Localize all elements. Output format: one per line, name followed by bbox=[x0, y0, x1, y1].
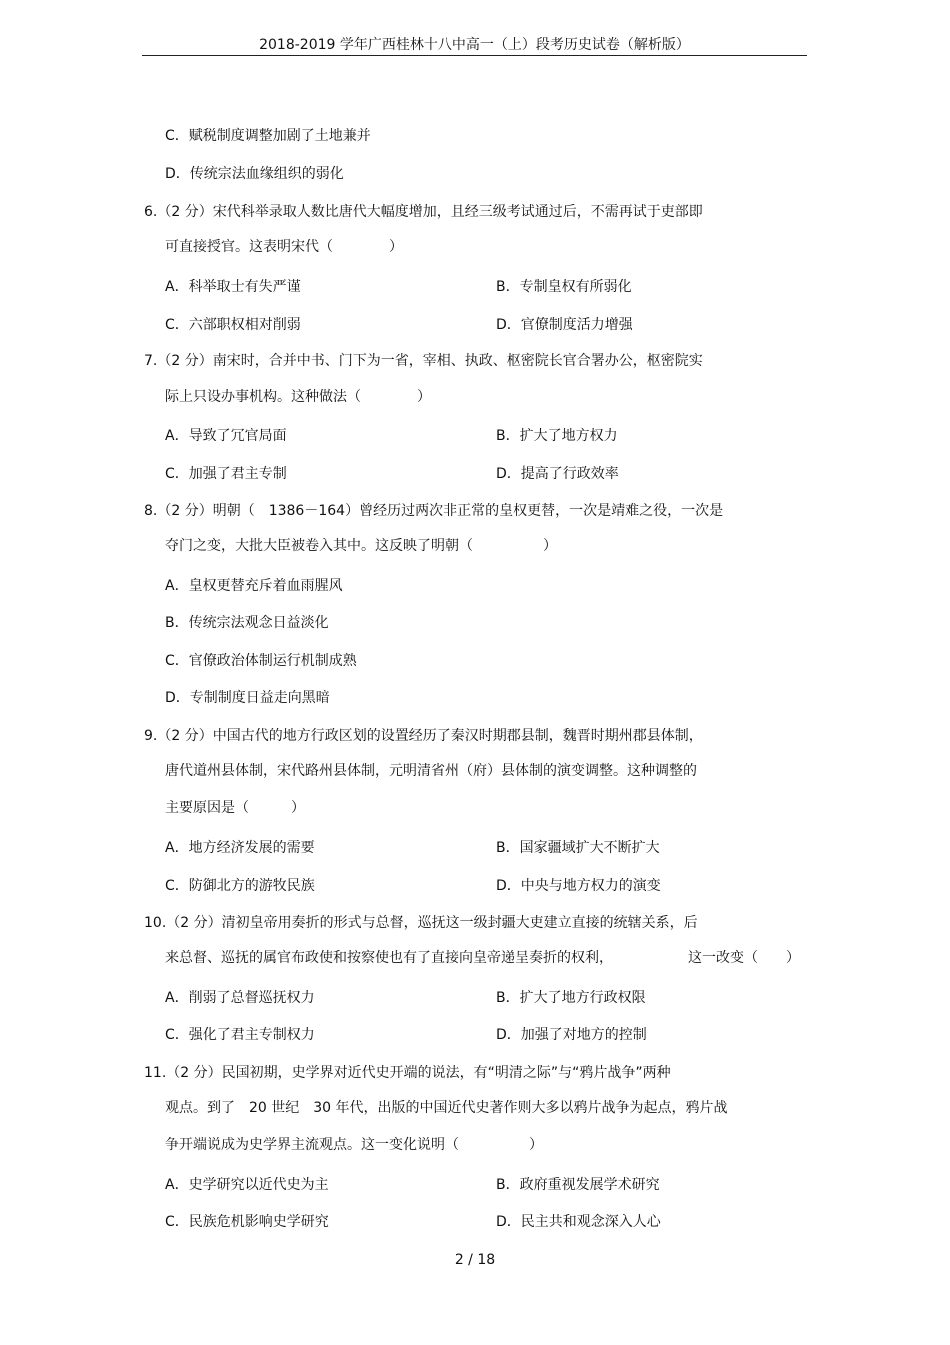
q10-stem-line2: 来总督、巡抚的属官布政使和按察使也有了直接向皇帝递呈奏折的权利， bbox=[165, 950, 613, 966]
q7-stem-line1: 7.（2 分）南宋时，合并中书、门下为一省，宰相、执政、枢密院长官合署办公，枢密院实 bbox=[144, 353, 703, 369]
q6-option-b: B．专制皇权有所弱化 bbox=[496, 279, 632, 295]
q9-stem-line2: 唐代道州县体制，宋代路州县体制，元明清省州（府）县体制的演变调整。这种调整的 bbox=[165, 763, 697, 779]
q9-stem-line1: 9.（2 分）中国古代的地方行政区划的设置经历了秦汉时期郡县制，魏晋时期州郡县体制， bbox=[144, 728, 703, 744]
q7-stem-line2: 际上只设办事机构。这种做法（ ） bbox=[165, 389, 431, 405]
q11-option-d: D．民主共和观念深入人心 bbox=[496, 1214, 661, 1230]
q8-option-c: C．官僚政治体制运行机制成熟 bbox=[165, 653, 357, 669]
q11-option-b: B．政府重视发展学术研究 bbox=[496, 1177, 660, 1193]
q7-option-b: B．扩大了地方权力 bbox=[496, 428, 618, 444]
q8-option-a: A．皇权更替充斥着血雨腥风 bbox=[165, 578, 343, 594]
q6-option-d: D．官僚制度活力增强 bbox=[496, 317, 633, 333]
q7-option-a: A．导致了冗官局面 bbox=[165, 428, 287, 444]
q10-stem-line2-tail: 这一改变（ ） bbox=[688, 950, 800, 966]
q8-stem-line2: 夺门之变，大批大臣被卷入其中。这反映了明朝（ ） bbox=[165, 538, 557, 554]
q6-option-c: C．六部职权相对削弱 bbox=[165, 317, 301, 333]
q10-option-b: B．扩大了地方行政权限 bbox=[496, 990, 646, 1006]
q10-stem-line1: 10.（2 分）清初皇帝用奏折的形式与总督，巡抚这一级封疆大吏建立直接的统辖关系，后 bbox=[144, 915, 698, 931]
q9-option-a: A．地方经济发展的需要 bbox=[165, 840, 315, 856]
page-number: 2 / 18 bbox=[454, 1252, 496, 1268]
q9-option-c: C．防御北方的游牧民族 bbox=[165, 878, 315, 894]
q6-stem-line1: 6.（2 分）宋代科举录取人数比唐代大幅度增加，且经三级考试通过后，不需再试于吏部即 bbox=[144, 204, 703, 220]
q9-option-b: B．国家疆域扩大不断扩大 bbox=[496, 840, 660, 856]
q11-option-a: A．史学研究以近代史为主 bbox=[165, 1177, 329, 1193]
q7-option-c: C．加强了君主专制 bbox=[165, 466, 287, 482]
q11-stem-line1: 11.（2 分）民国初期，史学界对近代史开端的说法，有“明清之际”与“鸦片战争”两种 bbox=[144, 1065, 671, 1081]
q8-option-d: D．专制制度日益走向黑暗 bbox=[165, 690, 330, 706]
q9-option-d: D．中央与地方权力的演变 bbox=[496, 878, 661, 894]
q10-option-a: A．削弱了总督巡抚权力 bbox=[165, 990, 315, 1006]
q6-option-a: A．科举取士有失严谨 bbox=[165, 279, 301, 295]
q7-option-d: D．提高了行政效率 bbox=[496, 466, 619, 482]
q5-option-c: C．赋税制度调整加剧了土地兼并 bbox=[165, 128, 371, 144]
q11-stem-line2: 观点。到了 20 世纪 30 年代，出版的中国近代史著作则大多以鸦片战争为起点，鸦片战 bbox=[165, 1100, 728, 1116]
q8-option-b: B．传统宗法观念日益淡化 bbox=[165, 615, 329, 631]
document-header: 2018-2019 学年广西桂林十八中高一（上）段考历史试卷（解析版） bbox=[259, 37, 690, 53]
q8-stem-line1: 8.（2 分）明朝（ 1386－164）曾经历过两次非正常的皇权更替，一次是靖难之役，一次是 bbox=[144, 503, 724, 519]
q10-option-d: D．加强了对地方的控制 bbox=[496, 1027, 647, 1043]
header-rule bbox=[142, 55, 807, 56]
q9-stem-line3: 主要原因是（ ） bbox=[165, 800, 305, 816]
q10-option-c: C．强化了君主专制权力 bbox=[165, 1027, 315, 1043]
q11-option-c: C．民族危机影响史学研究 bbox=[165, 1214, 329, 1230]
q6-stem-line2: 可直接授官。这表明宋代（ ） bbox=[165, 239, 403, 255]
q5-option-d: D．传统宗法血缘组织的弱化 bbox=[165, 166, 344, 182]
q11-stem-line3: 争开端说成为史学界主流观点。这一变化说明（ ） bbox=[165, 1137, 543, 1153]
